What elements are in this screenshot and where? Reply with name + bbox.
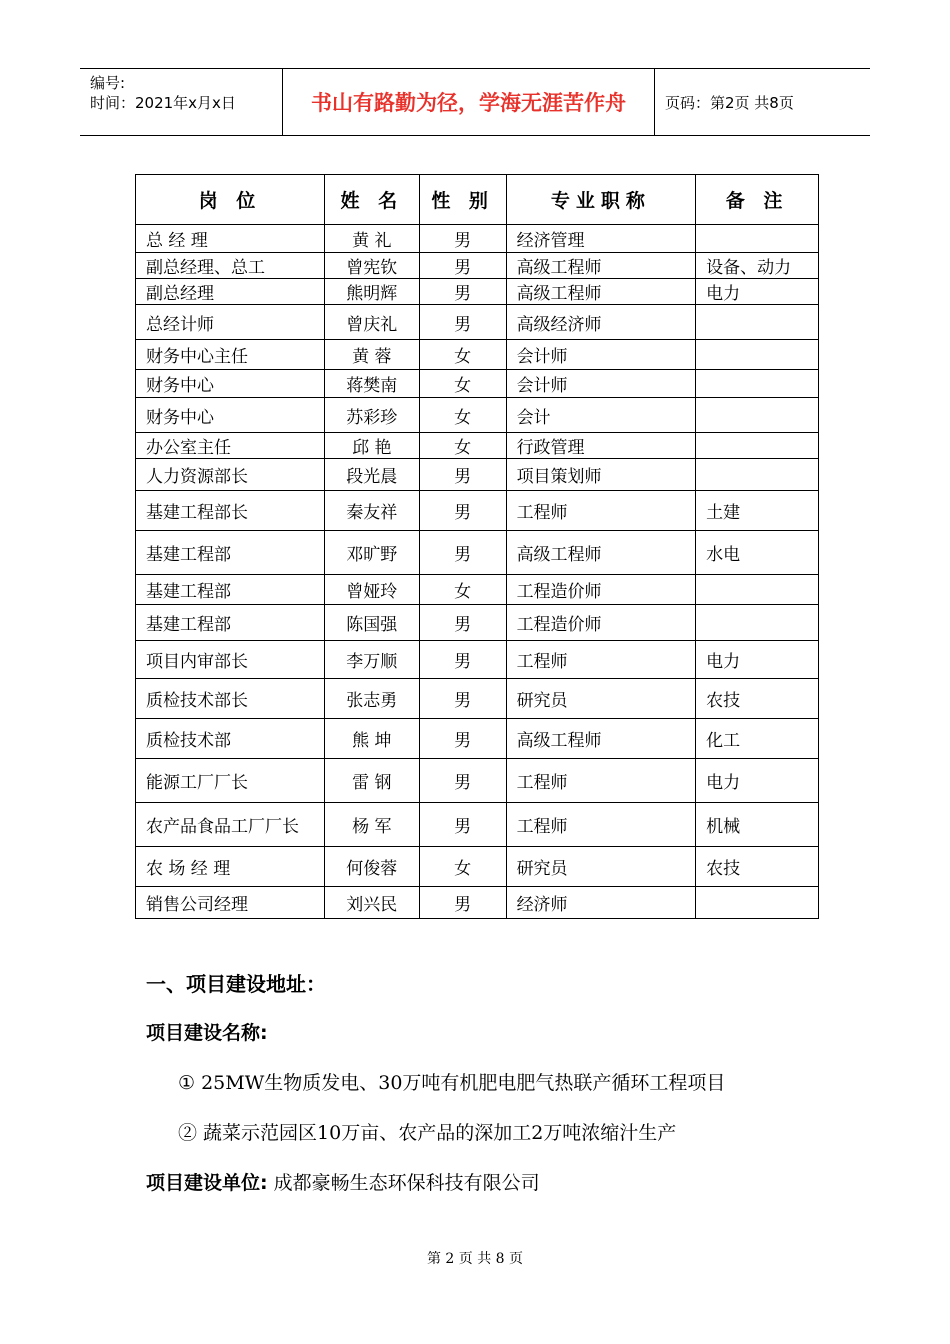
cell-name: 黄 蓉 [324, 340, 419, 370]
cell-gender: 男 [419, 605, 506, 641]
cell-gender: 男 [419, 253, 506, 279]
table-header-row [136, 175, 819, 225]
page-number-label: 页码：第2页 共8页 [665, 93, 794, 112]
cell-remark [696, 459, 819, 491]
cell-remark [696, 887, 819, 919]
cell-remark: 电力 [696, 759, 819, 803]
cell-title: 高级工程师 [506, 279, 696, 305]
cell-remark [696, 225, 819, 253]
header-position: 岗 位 [136, 175, 325, 225]
cell-name: 苏彩珍 [324, 398, 419, 433]
cell-title: 工程造价师 [506, 575, 696, 605]
cell-gender: 男 [419, 679, 506, 719]
cell-remark [696, 398, 819, 433]
cell-title: 会计师 [506, 370, 696, 398]
cell-position: 总经计师 [136, 305, 325, 340]
cell-title: 工程师 [506, 803, 696, 847]
table-row [136, 531, 819, 575]
header-gender: 性 别 [419, 175, 506, 225]
cell-remark [696, 433, 819, 459]
cell-title: 高级经济师 [506, 305, 696, 340]
cell-gender: 女 [419, 398, 506, 433]
cell-name: 邱 艳 [324, 433, 419, 459]
table-row [136, 679, 819, 719]
cell-gender: 男 [419, 887, 506, 919]
cell-title: 工程师 [506, 641, 696, 679]
cell-position: 销售公司经理 [136, 887, 325, 919]
table-row [136, 575, 819, 605]
cell-position: 农 场 经 理 [136, 847, 325, 887]
page-header [80, 68, 870, 136]
cell-title: 会计师 [506, 340, 696, 370]
cell-name: 李万顺 [324, 641, 419, 679]
time-label: 时间：2021年x月x日 [90, 94, 236, 112]
cell-title: 经济师 [506, 887, 696, 919]
cell-position: 农产品食品工厂厂长 [136, 803, 325, 847]
cell-name: 黄 礼 [324, 225, 419, 253]
cell-remark: 农技 [696, 847, 819, 887]
cell-title: 工程师 [506, 759, 696, 803]
cell-position: 财务中心 [136, 370, 325, 398]
table-row [136, 605, 819, 641]
cell-gender: 男 [419, 641, 506, 679]
cell-title: 经济管理 [506, 225, 696, 253]
cell-position: 基建工程部 [136, 605, 325, 641]
table-row [136, 459, 819, 491]
table-row [136, 719, 819, 759]
cell-gender: 男 [419, 759, 506, 803]
cell-position: 副总经理 [136, 279, 325, 305]
cell-position: 办公室主任 [136, 433, 325, 459]
table-row [136, 641, 819, 679]
table-row [136, 847, 819, 887]
cell-name: 熊明辉 [324, 279, 419, 305]
cell-position: 总 经 理 [136, 225, 325, 253]
cell-gender: 女 [419, 847, 506, 887]
cell-name: 曾娅玲 [324, 575, 419, 605]
cell-name: 刘兴民 [324, 887, 419, 919]
cell-remark [696, 370, 819, 398]
cell-remark: 电力 [696, 279, 819, 305]
cell-remark: 设备、动力 [696, 253, 819, 279]
project-item-1: ① 25MW生物质发电、30万吨有机肥电肥气热联产循环工程项目 [178, 1072, 726, 1094]
cell-remark: 土建 [696, 491, 819, 531]
table-row [136, 887, 819, 919]
cell-gender: 女 [419, 340, 506, 370]
cell-position: 基建工程部 [136, 575, 325, 605]
cell-gender: 男 [419, 719, 506, 759]
table-row [136, 340, 819, 370]
cell-remark [696, 605, 819, 641]
section-heading: 一、项目建设地址： [146, 972, 326, 996]
cell-name: 雷 钢 [324, 759, 419, 803]
table-row [136, 253, 819, 279]
cell-remark [696, 340, 819, 370]
cell-remark [696, 575, 819, 605]
cell-remark [696, 305, 819, 340]
cell-remark: 水电 [696, 531, 819, 575]
cell-position: 人力资源部长 [136, 459, 325, 491]
cell-position: 项目内审部长 [136, 641, 325, 679]
cell-title: 研究员 [506, 847, 696, 887]
cell-remark: 电力 [696, 641, 819, 679]
table-row [136, 433, 819, 459]
table-row [136, 398, 819, 433]
cell-gender: 女 [419, 575, 506, 605]
cell-title: 工程造价师 [506, 605, 696, 641]
project-unit-line [146, 1168, 540, 1195]
cell-name: 秦友祥 [324, 491, 419, 531]
cell-position: 质检技术部 [136, 719, 325, 759]
cell-name: 陈国强 [324, 605, 419, 641]
table-row [136, 370, 819, 398]
project-unit-label: 项目建设单位: [146, 1172, 268, 1194]
cell-name: 曾庆礼 [324, 305, 419, 340]
table-row [136, 305, 819, 340]
cell-position: 基建工程部长 [136, 491, 325, 531]
cell-position: 基建工程部 [136, 531, 325, 575]
cell-position: 财务中心主任 [136, 340, 325, 370]
cell-title: 项目策划师 [506, 459, 696, 491]
cell-position: 能源工厂厂长 [136, 759, 325, 803]
header-name: 姓 名 [324, 175, 419, 225]
table-row [136, 759, 819, 803]
project-unit-value: 成都豪畅生态环保科技有限公司 [267, 1172, 540, 1194]
cell-name: 邓旷野 [324, 531, 419, 575]
header-remark: 备 注 [696, 175, 819, 225]
cell-title: 高级工程师 [506, 719, 696, 759]
page-footer: 第 2 页 共 8 页 [426, 1251, 524, 1267]
cell-name: 曾宪钦 [324, 253, 419, 279]
code-label: 编号: [90, 74, 126, 92]
cell-title: 行政管理 [506, 433, 696, 459]
cell-position: 财务中心 [136, 398, 325, 433]
cell-title: 会计 [506, 398, 696, 433]
cell-name: 熊 坤 [324, 719, 419, 759]
cell-position: 质检技术部长 [136, 679, 325, 719]
cell-title: 工程师 [506, 491, 696, 531]
cell-remark: 农技 [696, 679, 819, 719]
table-row [136, 491, 819, 531]
cell-remark: 化工 [696, 719, 819, 759]
cell-gender: 男 [419, 491, 506, 531]
cell-name: 杨 军 [324, 803, 419, 847]
header-title: 专业职称 [506, 175, 696, 225]
cell-gender: 男 [419, 803, 506, 847]
project-name-label: 项目建设名称: [146, 1022, 268, 1044]
cell-title: 研究员 [506, 679, 696, 719]
cell-gender: 男 [419, 459, 506, 491]
cell-name: 何俊蓉 [324, 847, 419, 887]
project-item-2: ② 蔬菜示范园区10万亩、农产品的深加工2万吨浓缩汁生产 [178, 1122, 677, 1144]
cell-gender: 男 [419, 531, 506, 575]
cell-gender: 男 [419, 225, 506, 253]
cell-gender: 女 [419, 433, 506, 459]
cell-name: 张志勇 [324, 679, 419, 719]
cell-title: 高级工程师 [506, 531, 696, 575]
table-row [136, 225, 819, 253]
cell-position: 副总经理、总工 [136, 253, 325, 279]
cell-gender: 男 [419, 305, 506, 340]
cell-remark: 机械 [696, 803, 819, 847]
table-row [136, 279, 819, 305]
motto: 书山有路勤为径，学海无涯苦作舟 [283, 69, 655, 135]
header-left-cell [80, 69, 283, 135]
staff-table [135, 174, 819, 919]
cell-name: 段光晨 [324, 459, 419, 491]
cell-title: 高级工程师 [506, 253, 696, 279]
table-row [136, 803, 819, 847]
cell-name: 蒋樊南 [324, 370, 419, 398]
cell-gender: 女 [419, 370, 506, 398]
cell-gender: 男 [419, 279, 506, 305]
